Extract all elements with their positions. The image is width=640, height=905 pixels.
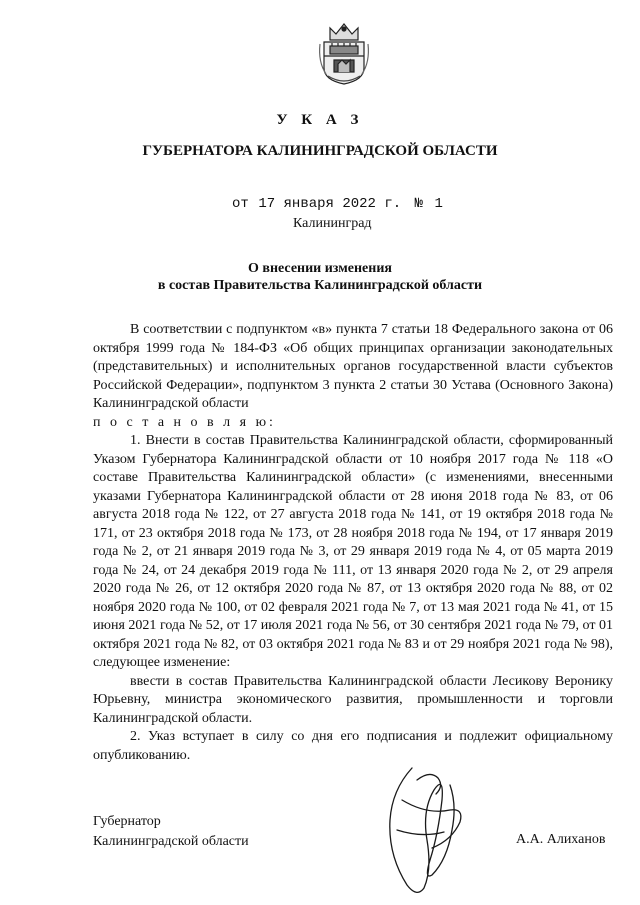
date-prefix: от (232, 196, 249, 212)
item-2-paragraph: 2. Указ вступает в силу со дня его подписания и подлежит официальному опубликованию. (93, 729, 613, 763)
item-1-change-paragraph: ввести в состав Правительства Калининградской области Лесикову Веронику Юрьевну, министра экономического развития, промышленности и торговли Калининградской области. (93, 673, 613, 726)
item-1-paragraph: 1. Внести в состав Правительства Калининградской области, сформированный Указом Губернатора Калининградской области от 10 ноября 2017 года № 118 «О составе Правительства Калининградской области» (с изменениями, внесенными указами Губернатора Калининградской области от 28 июня 2018 года № 83, от 06 августа 2018 года № 122, от 27 августа 2018 года № 141, от 19 октября 2018 года № 171, от 23 октября 2018 года № 173, от 28 ноября 2018 года № 194, от 17 января 2019 года № 2, от 21 января 2019 года № 3, от 29 января 2019 года № 4, от 05 марта 2019 года № 24, от 24 декабря 2019 года № 111, от 13 января 2020 года № 2, от 29 апреля 2020 года № 26, от 12 октября 2020 года № 87, от 13 октября 2020 года № 88, от 02 ноября 2020 года № 100, от 02 февраля 2021 года № 7, от 13 мая 2021 года № 41, от 15 июня 2021 года № 52, от 17 июля 2021 года № 56, от 30 сентября 2021 года № 79, от 01 октября 2021 года № 82, от 03 октября 2021 года № 83 и от 29 ноября 2021 года № 98), следующее изменение: (93, 433, 613, 670)
position-line-1: Губернатор (93, 814, 161, 829)
decree-word: п о с т а н о в л я ю: (93, 414, 276, 430)
number-sign: № (414, 196, 424, 212)
document-subject (0, 260, 640, 294)
intro-paragraph: В соответствии с подпунктом «в» пункта 7 статьи 18 Федерального закона от 06 октября 1999 года № 184-ФЗ «Об общих принципах организации законодательных (представительных) и исполнительных органов государственной власти субъектов Российской Федерации», подпунктом 3 пункта 2 статьи 30 Устава (Основного Закона) Калининградской области (93, 322, 613, 411)
subject-line-2: в состав Правительства Калининградской области (157, 278, 483, 293)
coat-of-arms-icon (316, 22, 372, 86)
document-title: У К А З (276, 112, 364, 128)
document-body (93, 321, 613, 765)
document-issuer: ГУБЕРНАТОРА КАЛИНИНГРАДСКОЙ ОБЛАСТИ (142, 143, 498, 159)
subject-line-1: О внесении изменения (248, 261, 392, 276)
position-line-2: Калининградской области (93, 834, 249, 849)
handwritten-signature (372, 760, 477, 900)
city-name: Калининград (293, 216, 372, 231)
signatory-name: А.А. Алиханов (516, 832, 606, 847)
number-value: 1 (434, 196, 443, 212)
signatory-position (93, 812, 249, 852)
date-number-line (232, 196, 443, 212)
date-value: 17 января 2022 г. (258, 196, 402, 212)
